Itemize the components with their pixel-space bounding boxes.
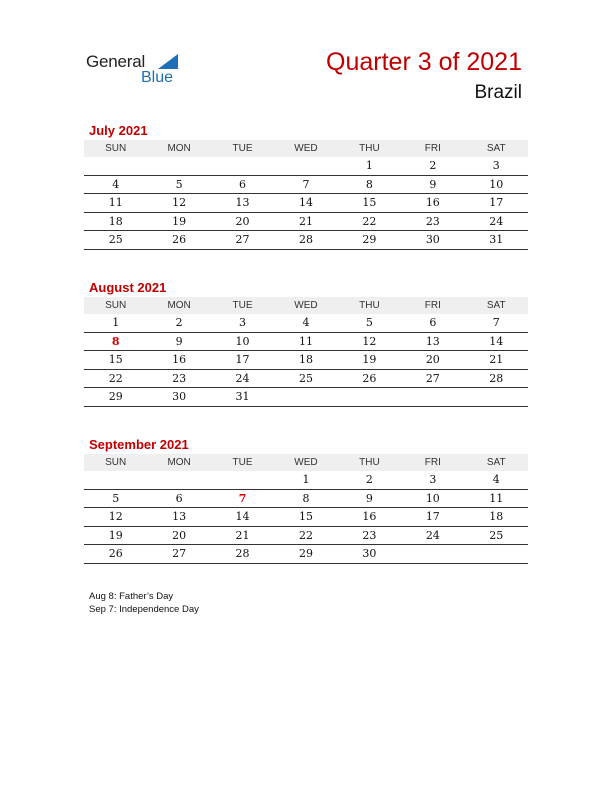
company-logo — [86, 52, 196, 88]
month-calendar — [84, 279, 528, 407]
day-cell: 6 — [429, 316, 437, 329]
day-cell: 10 — [489, 177, 504, 191]
holiday-note: Aug 8: Father’s Day — [89, 591, 174, 602]
day-cell: 29 — [298, 547, 313, 560]
day-cell: 17 — [489, 196, 504, 209]
day-cell: 12 — [362, 334, 377, 348]
day-cell: 15 — [108, 353, 123, 366]
empty-day-cell — [211, 157, 274, 175]
empty-day-cell — [147, 157, 210, 175]
week-row — [84, 471, 528, 490]
day-cell: 24 — [235, 371, 250, 385]
day-cell: 14 — [489, 334, 504, 348]
day-cell: 2 — [175, 316, 183, 329]
day-cell: 2 — [429, 159, 437, 172]
weekday-label: THU — [359, 457, 380, 468]
day-cell: 1 — [302, 473, 310, 486]
day-cell: 20 — [425, 353, 440, 366]
weekday-label: SUN — [105, 457, 127, 468]
day-cell: 17 — [425, 510, 440, 523]
weekday-label: MON — [167, 457, 191, 468]
week-row — [84, 176, 528, 195]
weekday-label: FRI — [424, 457, 441, 468]
month-name: August 2021 — [89, 280, 167, 295]
page-title: Quarter 3 of 2021 — [326, 48, 522, 76]
day-cell: 22 — [362, 214, 377, 228]
day-cell: 26 — [172, 233, 187, 246]
week-row — [84, 351, 528, 370]
day-cell: 4 — [492, 473, 500, 486]
day-cell: 11 — [298, 334, 313, 348]
day-cell: 3 — [429, 473, 437, 486]
day-cell: 28 — [235, 547, 250, 560]
day-cell: 20 — [172, 528, 187, 542]
weekday-label: WED — [294, 457, 318, 468]
day-cell: 30 — [362, 547, 377, 560]
day-cell: 9 — [175, 334, 183, 348]
day-cell: 12 — [108, 510, 123, 523]
week-row — [84, 194, 528, 213]
day-cell: 29 — [108, 390, 123, 403]
weekday-label: SUN — [105, 143, 127, 154]
day-cell: 1 — [365, 159, 373, 172]
day-cell: 3 — [239, 316, 247, 329]
day-cell: 13 — [235, 196, 250, 209]
day-cell: 13 — [425, 334, 440, 348]
day-cell: 7 — [492, 316, 500, 329]
day-cell: 9 — [365, 491, 373, 505]
empty-day-cell — [84, 471, 147, 489]
day-cell: 4 — [112, 177, 120, 191]
day-cell: 18 — [108, 214, 123, 228]
day-cell: 8 — [365, 177, 373, 191]
weekday-label: TUE — [232, 300, 253, 311]
day-cell: 21 — [235, 528, 250, 542]
day-cell: 14 — [298, 196, 313, 209]
empty-day-cell — [338, 388, 401, 406]
day-cell: 25 — [298, 371, 313, 385]
holiday-notes — [89, 590, 199, 616]
weekday-label: TUE — [232, 457, 253, 468]
day-cell: 25 — [108, 233, 123, 246]
day-cell: 6 — [239, 177, 247, 191]
day-cell: 19 — [108, 528, 123, 542]
week-row — [84, 545, 528, 564]
empty-day-cell — [84, 157, 147, 175]
day-cell: 27 — [235, 233, 250, 246]
empty-day-cell — [211, 471, 274, 489]
weekday-header-row — [84, 140, 528, 157]
day-cell: 28 — [298, 233, 313, 246]
weekday-label: MON — [167, 143, 191, 154]
weekday-label: WED — [294, 143, 318, 154]
day-cell: 23 — [362, 528, 377, 542]
day-cell: 11 — [108, 196, 123, 209]
empty-day-cell — [401, 545, 464, 563]
weekday-label: SAT — [486, 457, 506, 468]
holiday-note: Sep 7: Independence Day — [89, 604, 199, 615]
month-name: September 2021 — [89, 437, 189, 452]
day-cell: 24 — [489, 214, 504, 228]
day-cell: 5 — [112, 491, 120, 505]
week-row — [84, 157, 528, 176]
day-cell: 27 — [172, 547, 187, 560]
day-cell: 24 — [425, 528, 440, 542]
empty-day-cell — [147, 471, 210, 489]
day-cell: 4 — [302, 316, 310, 329]
country-label: Brazil — [474, 82, 522, 103]
day-cell: 3 — [492, 159, 500, 172]
day-cell: 12 — [172, 196, 187, 209]
day-cell: 1 — [112, 316, 120, 329]
week-row — [84, 231, 528, 250]
day-cell: 16 — [425, 196, 440, 209]
day-cell: 10 — [235, 334, 250, 348]
month-calendar — [84, 436, 528, 564]
empty-day-cell — [401, 388, 464, 406]
empty-day-cell — [274, 157, 337, 175]
day-cell: 5 — [175, 177, 183, 191]
day-cell: 31 — [489, 233, 504, 246]
weekday-label: SAT — [486, 143, 506, 154]
week-row — [84, 213, 528, 232]
weekday-label: MON — [167, 300, 191, 311]
week-row — [84, 314, 528, 333]
empty-day-cell — [274, 388, 337, 406]
day-cell: 19 — [172, 214, 187, 228]
day-cell: 2 — [365, 473, 373, 486]
day-cell: 23 — [425, 214, 440, 228]
day-cell: 23 — [172, 371, 187, 385]
day-cell: 7 — [302, 177, 310, 191]
day-cell: 10 — [425, 491, 440, 505]
week-row — [84, 333, 528, 352]
logo-text-general: General — [86, 52, 146, 71]
triangle-flag-icon — [158, 54, 178, 69]
day-cell: 25 — [489, 528, 504, 542]
week-row — [84, 508, 528, 527]
weekday-label: WED — [294, 300, 318, 311]
weekday-label: FRI — [424, 300, 441, 311]
day-cell: 16 — [172, 353, 187, 366]
day-cell: 27 — [425, 371, 440, 385]
weekday-header-row — [84, 454, 528, 471]
day-cell: 18 — [489, 510, 504, 523]
week-row — [84, 370, 528, 389]
month-calendar — [84, 122, 528, 250]
logo-text-blue: Blue — [141, 69, 174, 86]
weekday-header-row — [84, 297, 528, 314]
day-cell: 30 — [172, 390, 187, 403]
day-cell: 14 — [235, 510, 250, 523]
day-cell: 29 — [362, 233, 377, 246]
day-cell: 11 — [489, 491, 504, 505]
day-cell: 13 — [172, 510, 187, 523]
day-cell: 15 — [362, 196, 377, 209]
week-row — [84, 490, 528, 509]
weekday-label: SAT — [486, 300, 506, 311]
weekday-label: THU — [359, 300, 380, 311]
day-cell: 26 — [108, 547, 123, 560]
day-cell: 31 — [235, 390, 250, 403]
day-cell: 17 — [235, 353, 250, 366]
day-cell: 19 — [362, 353, 377, 366]
weekday-label: SUN — [105, 300, 127, 311]
day-cell: 15 — [298, 510, 313, 523]
day-cell: 9 — [429, 177, 437, 191]
weekday-label: FRI — [424, 143, 441, 154]
day-cell: 6 — [175, 491, 183, 505]
day-cell: 8 — [111, 334, 120, 348]
month-name: July 2021 — [89, 123, 148, 138]
weekday-label: TUE — [232, 143, 253, 154]
day-cell: 21 — [298, 214, 313, 228]
day-cell: 20 — [235, 214, 250, 228]
day-cell: 26 — [362, 371, 377, 385]
day-cell: 30 — [425, 233, 440, 246]
day-cell: 22 — [108, 371, 123, 385]
day-cell: 7 — [238, 491, 247, 505]
day-cell: 28 — [489, 371, 504, 385]
day-cell: 21 — [489, 353, 504, 366]
day-cell: 22 — [298, 528, 313, 542]
day-cell: 8 — [302, 491, 310, 505]
day-cell: 5 — [365, 316, 373, 329]
day-cell: 16 — [362, 510, 377, 523]
empty-day-cell — [465, 388, 528, 406]
day-cell: 18 — [298, 353, 313, 366]
week-row — [84, 527, 528, 546]
empty-day-cell — [465, 545, 528, 563]
weekday-label: THU — [359, 143, 380, 154]
week-row — [84, 388, 528, 407]
